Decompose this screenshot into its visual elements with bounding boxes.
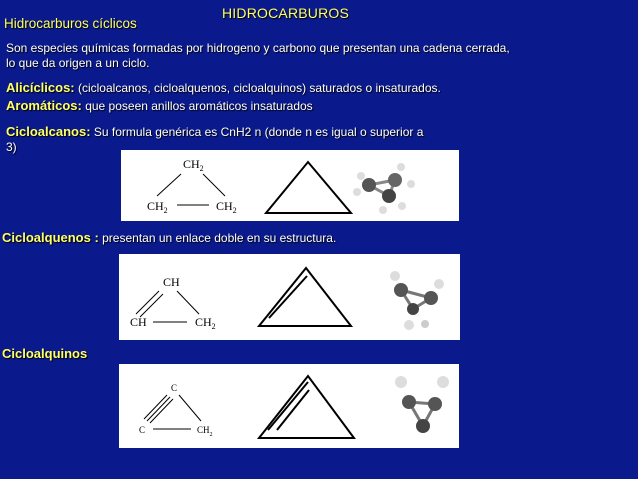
cicloalcano-ball-model (353, 163, 415, 214)
aromaticos-line (6, 98, 313, 114)
cicloalcano-triangle (266, 162, 351, 213)
cicloalcano-panel (121, 150, 459, 221)
cicloalquenos-text: presentan un enlace doble en su estructura. (98, 231, 337, 245)
cicloalcanos-text: Su formula genérica es CnH2 n (donde n es igual o superior a (90, 125, 424, 139)
aliciclicos-label: Alicíclicos: (6, 80, 75, 95)
cicloalquino-ball-model (395, 376, 449, 433)
cicloalquino-figures (119, 364, 459, 448)
cicloalqueno-structural-formula (130, 275, 216, 331)
cicloalcanos-label: Cicloalcanos: (6, 124, 91, 139)
cicloalquino-structural-formula (139, 383, 213, 438)
alcano-left-ch: CH (147, 199, 164, 213)
cicloalcanos-line (6, 124, 423, 140)
alquino-right-sub: 2 (209, 432, 213, 438)
cicloalqueno-panel (119, 254, 460, 340)
alquino-left-c: C (139, 425, 146, 435)
aromaticos-label: Aromáticos: (6, 98, 82, 113)
alqueno-top-ch: CH (163, 275, 180, 289)
alquino-top-c: C (171, 383, 178, 393)
cicloalquino-triangle (259, 376, 354, 438)
cicloalqueno-triangle (259, 268, 351, 326)
cicloalqueno-figures (119, 254, 460, 340)
cicloalqueno-ball-model (390, 271, 444, 330)
cicloalcanos-line-2: 3) (6, 140, 17, 154)
cicloalquino-panel (119, 364, 459, 448)
intro-line-1: Son especies químicas formadas por hidrogeno y carbono que presentan una cadena cerrada, (6, 41, 510, 55)
cicloalquinos-label: Cicloalquinos (2, 346, 88, 361)
svg-text:CH2 (183, 157, 204, 173)
svg-text:CH2 (147, 199, 168, 215)
aromaticos-text: que poseen anillos aromáticos insaturados (81, 99, 313, 113)
alqueno-right-sub: 2 (211, 322, 216, 331)
alquino-right-ch: CH (197, 425, 210, 435)
svg-text:CH2 (195, 315, 216, 331)
alcano-top-ch: CH (183, 157, 200, 171)
aliciclicos-text: (cicloalcanos, cicloalquenos, cicloalquinos) saturados o insaturados. (74, 81, 441, 95)
cicloalquenos-line (2, 230, 336, 246)
alcano-left-sub: 2 (163, 206, 168, 215)
cicloalquinos-line (2, 346, 87, 362)
cicloalcano-structural-formula (147, 157, 237, 215)
svg-text:CH2 (197, 425, 213, 438)
aliciclicos-line (6, 80, 441, 96)
slide-subtitle: Hidrocarburos cíclicos (4, 16, 137, 31)
alqueno-left-ch: CH (130, 315, 147, 329)
alqueno-right-ch: CH (195, 315, 212, 329)
slide-title: HIDROCARBUROS (222, 5, 350, 21)
svg-text:CH2 (216, 199, 237, 215)
intro-line-2: lo que da origen a un ciclo. (6, 56, 150, 70)
alcano-right-sub: 2 (232, 206, 237, 215)
cicloalcano-figures (121, 150, 459, 221)
alcano-top-sub: 2 (199, 164, 204, 173)
cicloalquenos-label: Cicloalquenos : (2, 230, 99, 245)
alcano-right-ch: CH (216, 199, 233, 213)
